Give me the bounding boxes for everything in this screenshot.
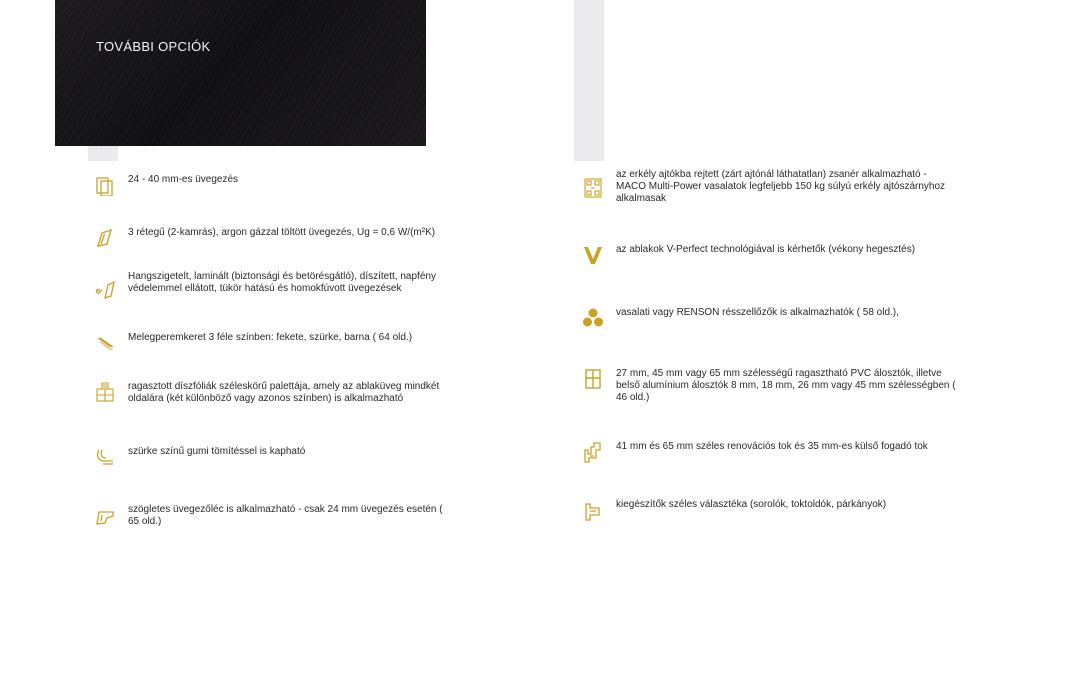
feature-text: az ablakok V-Perfect technológiával is kérhetők (vékony hegesztés)	[616, 244, 916, 255]
header-panel	[55, 0, 426, 146]
feature-item-warm-edge	[94, 332, 454, 354]
feature-item-glazing-bead	[94, 504, 454, 528]
feature-text: 3 rétegű (2-kamrás), argon gázzal töltött üvegezés, Ug = 0,6 W/(m²K)	[128, 227, 436, 238]
feature-item-v-perfect	[582, 244, 957, 266]
feature-item-triple-glazing	[94, 227, 454, 249]
v-perfect-icon	[582, 244, 604, 266]
feature-item-window-grid	[582, 368, 957, 404]
feature-text: 41 mm és 65 mm széles renovációs tok és 35 mm-es külső fogadó tok	[616, 441, 928, 452]
feature-item-renovation-frame	[582, 441, 957, 463]
concealed-hinge-icon	[582, 177, 604, 199]
feature-item-frame-extension	[582, 499, 957, 521]
glazing-bead-icon	[94, 504, 116, 526]
soundproof-glass-icon	[94, 279, 116, 301]
feature-item-ventilator	[582, 307, 957, 329]
ventilator-fan-icon	[582, 307, 604, 329]
feature-text: az erkély ajtókba rejtett (zárt ajtónál láthatatlan) zsanér alkalmazható - MACO Multi-Power vasalatok legfeljebb 150 kg súlyú erkély ajtószárnyhoz alkalmasak	[616, 169, 946, 204]
frame-extension-icon	[582, 499, 604, 521]
section-title: TOVÁBBI OPCIÓK	[96, 39, 211, 54]
accent-block-right	[574, 0, 604, 161]
feature-item-concealed-hinge	[582, 169, 957, 205]
feature-text: vasalati vagy RENSON résszellőzők is alkalmazhatók ( 58 old.),	[616, 307, 899, 318]
feature-item-glazing	[94, 174, 454, 196]
feature-text: Hangszigetelt, laminált (biztonsági és betörésgátló), díszített, napfény védelemmel ellátott, tükör hatású és homokfúvott üvegezések	[128, 271, 436, 294]
feature-item-gasket	[94, 446, 454, 468]
renovation-frame-icon	[582, 441, 604, 463]
window-grid-icon	[582, 368, 604, 390]
feature-text: szürke színű gumi tömítéssel is kapható	[128, 446, 306, 457]
feature-text: 24 - 40 mm-es üvegezés	[128, 174, 239, 185]
accent-block-left	[88, 146, 118, 161]
feature-item-decor-foil	[94, 381, 454, 405]
feature-text: ragasztott díszfóliák széleskörű palettája, amely az ablaküveg mindkét oldalára (két különböző vagy azonos színben) is alkalmazható	[128, 381, 440, 404]
glass-panes-icon	[94, 174, 116, 196]
feature-text: szögletes üvegezőléc is alkalmazható - csak 24 mm üvegezés esetén ( 65 old.)	[128, 504, 443, 527]
feature-text: kiegészítők széles választéka (sorolók, toktoldók, párkányok)	[616, 499, 887, 510]
warm-edge-spacer-icon	[94, 332, 116, 354]
triple-glazing-icon	[94, 227, 116, 249]
gasket-seal-icon	[94, 446, 116, 468]
decor-foil-icon	[94, 381, 116, 403]
feature-text: Melegperemkeret 3 féle színben: fekete, szürke, barna ( 64 old.)	[128, 332, 413, 343]
feature-item-soundproof	[94, 271, 454, 301]
feature-text: 27 mm, 45 mm vagy 65 mm szélességű ragasztható PVC álosztók, illetve belső alumínium álosztók 8 mm, 18 mm, 26 mm vagy 45 mm szélességben ( 46 old.)	[616, 368, 956, 403]
